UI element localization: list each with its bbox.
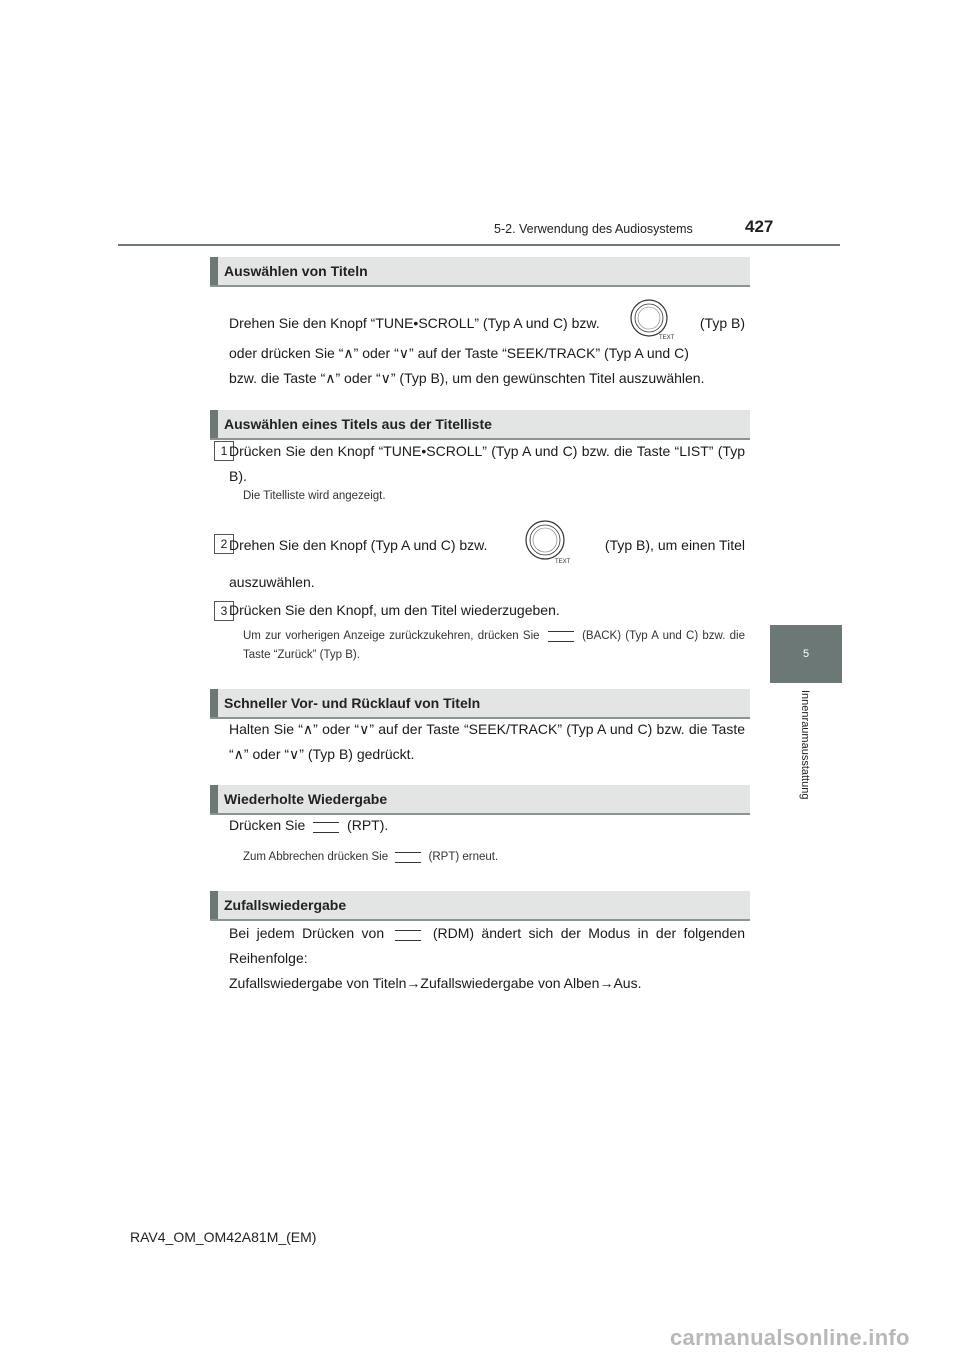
rdm-button-icon [395,930,421,939]
step-number: 1 [214,441,234,461]
step-1-note: Die Titelliste wird angezeigt. [243,490,386,502]
note-wiederholte: Zum Abbrechen drücken Sie (RPT) erneut. [243,851,499,863]
rpt-button-icon [313,822,339,831]
svg-text:TEXT: TEXT [658,335,675,341]
step-2-text: Drehen Sie den Knopf (Typ A und C) bzw. TEXT (Typ B), um einen Titel auszuwählen. [229,522,745,595]
watermark: carmanualsonline.info [670,1325,910,1350]
step-number: 3 [214,601,234,621]
step-3-text: Drücken Sie den Knopf, um den Titel wiederzugeben. [229,602,560,618]
back-button-icon [548,631,574,640]
heading-titel-auswaehlen: Auswählen von Titeln [210,257,750,287]
paragraph-zufall: Bei jedem Drücken von (RDM) ändert sich der Modus in der folgenden Reihenfolge: Zufallswiedergabe von Titeln→Zufallswiedergabe von Alben→Aus. [229,925,745,991]
chapter-tab: 5 [770,625,842,683]
page-number: 427 [745,217,774,236]
heading-titelliste: Auswählen eines Titels aus der Titelliste [210,410,750,440]
step-3-note: Um zur vorherigen Anzeige zurückzukehren, drücken Sie (BACK) (Typ A und C) bzw. die Taste “Zurück” (Typ B). [243,630,746,661]
header-rule [118,244,840,246]
heading-wiederholte: Wiederholte Wiedergabe [210,785,750,815]
chapter-label: Innenraumausstattung [799,690,811,800]
heading-zufall: Zufallswiedergabe [210,891,750,921]
document-code: RAV4_OM_OM42A81M_(EM) [130,1229,317,1245]
paragraph-wiederholte: Drücken Sie (RPT). [229,817,389,833]
tune-knob-icon [523,518,569,572]
step-number: 2 [214,534,234,554]
svg-text:TEXT: TEXT [555,559,571,565]
rpt-button-icon [395,852,421,861]
heading-vor-ruecklauf: Schneller Vor- und Rücklauf von Titeln [210,689,750,719]
paragraph-vor-ruecklauf: Halten Sie “∧” oder “∨” auf der Taste “SEEK/TRACK” (Typ A und C) bzw. die Taste “∧” oder “∨” (Typ B) gedrückt. [229,721,745,762]
section-title: 5-2. Verwendung des Audiosystems [494,222,693,236]
paragraph-titel-auswaehlen: Drehen Sie den Knopf “TUNE•SCROLL” (Typ A und C) bzw. TEXT (Typ B) oder drücken Sie “∧” oder “∨” auf der Taste “SEEK/TRACK” (Typ A und C) bzw. die Taste “∧” oder “∨” (Typ B), um den gewünschten Titel auszuwählen. [229,309,745,391]
step-1-text: Drücken Sie den Knopf “TUNE•SCROLL” (Typ A und C) bzw. die Taste “LIST” (Typ B). [229,443,745,484]
